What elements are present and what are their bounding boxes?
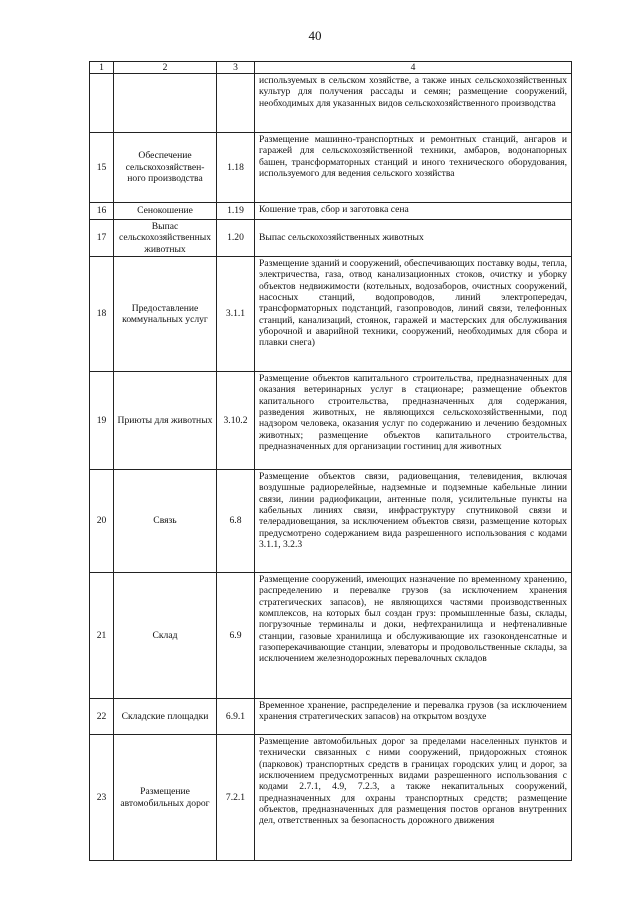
table-row <box>90 573 572 699</box>
row-code <box>217 74 255 133</box>
row-description: используемых в сельском хозяйстве, а также иных сельскохозяйственных культур для получения рассады и семян; размещение сооружений, необходимых для указанных видов сельскохозяйственного производства <box>255 74 572 133</box>
table-row <box>90 74 572 133</box>
table-row <box>90 133 572 203</box>
table-row <box>90 372 572 470</box>
row-number: 22 <box>90 699 114 735</box>
row-description: Кошение трав, сбор и заготовка сена <box>255 203 572 220</box>
header-col-4: 4 <box>255 62 572 74</box>
row-code: 3.10.2 <box>217 372 255 470</box>
row-description: Временное хранение, распределение и перевалка грузов (за исключением хранения стратегических запасов) на открытом воздухе <box>255 699 572 735</box>
row-description: Размещение автомобильных дорог за пределами населенных пунктов и технически связанных с ними сооружений, придорожных стоянок (парковок) транспортных средств в границах городских улиц и дорог, за исключением предусмотренных видами разрешенного использования с кодами 2.7.1, 4.9, 7.2.3, а также некапитальных сооружений, предназначенных для охраны транспортных средств; размещение объектов, предназначенных для размещения постов органов внутренних дел, ответственных за безопасность дорожного движения <box>255 735 572 861</box>
row-number: 16 <box>90 203 114 220</box>
row-number: 18 <box>90 257 114 372</box>
row-name: Выпас сельскохозяйственных животных <box>114 220 217 257</box>
row-code: 6.9.1 <box>217 699 255 735</box>
table-row <box>90 470 572 573</box>
row-name: Сенокошение <box>114 203 217 220</box>
row-code: 6.8 <box>217 470 255 573</box>
header-col-3: 3 <box>217 62 255 74</box>
row-name: Предоставление коммунальных услуг <box>114 257 217 372</box>
row-code: 1.19 <box>217 203 255 220</box>
row-code: 3.1.1 <box>217 257 255 372</box>
table-row <box>90 257 572 372</box>
table-row <box>90 699 572 735</box>
row-description: Размещение сооружений, имеющих назначение по временному хранению, распределению и перевалке грузов (за исключением хранения стратегических запасов), не являющихся частями производственных комплексов, на которых был создан груз: промышленные базы, склады, погрузочные терминалы и доки, нефтехранилища и нефтеналивные станции, газовые хранилища и обслуживающие их газоконденсатные и газоперекачивающие станции, элеваторы и продовольственные склады, за исключением железнодорожных перевалочных складов <box>255 573 572 699</box>
row-name: Связь <box>114 470 217 573</box>
row-number <box>90 74 114 133</box>
row-name: Склад <box>114 573 217 699</box>
row-number: 17 <box>90 220 114 257</box>
table-row <box>90 220 572 257</box>
row-name <box>114 74 217 133</box>
row-name: Приюты для животных <box>114 372 217 470</box>
row-description: Выпас сельскохозяйственных животных <box>255 220 572 257</box>
row-code: 6.9 <box>217 573 255 699</box>
row-code: 1.18 <box>217 133 255 203</box>
land-use-table <box>89 61 572 861</box>
row-number: 15 <box>90 133 114 203</box>
page-number: 40 <box>308 28 322 43</box>
table-row <box>90 203 572 220</box>
table-row <box>90 735 572 861</box>
row-number: 20 <box>90 470 114 573</box>
row-name: Размещение автомобильных дорог <box>114 735 217 861</box>
header-col-2: 2 <box>114 62 217 74</box>
row-description: Размещение объектов связи, радиовещания, телевидения, включая воздушные радиорелейные, надземные и подземные кабельные линии связи, линии радиофикации, антенные поля, усилительные пункты на кабельных линиях связи, инфраструктуру спутниковой связи и телерадиовещания, за исключением объектов связи, размещение которых предусмотрено содержанием вида разрешенного использования с кодами 3.1.1, 3.2.3 <box>255 470 572 573</box>
row-number: 21 <box>90 573 114 699</box>
row-description: Размещение машинно-транспортных и ремонтных станций, ангаров и гаражей для сельскохозяйственной техники, амбаров, водонапорных башен, трансформаторных станций и иного технического оборудования, используемого для ведения сельского хозяйства <box>255 133 572 203</box>
row-number: 23 <box>90 735 114 861</box>
row-code: 1.20 <box>217 220 255 257</box>
row-description: Размещение объектов капитального строительства, предназначенных для оказания ветеринарных услуг в стационаре; размещение объектов капитального строительства, предназначенных для содержания, разведения животных, не являющихся сельскохозяйственными, под надзором человека, оказания услуг по содержанию и лечению бездомных животных; размещение объектов капитального строительства, предназначенных для организации гостиниц для животных <box>255 372 572 470</box>
table-header-row <box>90 62 572 74</box>
row-description: Размещение зданий и сооружений, обеспечивающих поставку воды, тепла, электричества, газа, отвод канализационных стоков, очистку и уборку объектов недвижимости (котельных, водозаборов, очистных сооружений, насосных станций, водопроводов, линий электропередач, трансформаторных подстанций, газопроводов, линий связи, телефонных станций, канализаций, стоянок, гаражей и мастерских для обслуживания уборочной и аварийной техники, сооружений, необходимых для сбора и плавки снега) <box>255 257 572 372</box>
row-number: 19 <box>90 372 114 470</box>
header-col-1: 1 <box>90 62 114 74</box>
row-name: Складские площадки <box>114 699 217 735</box>
row-name: Обеспечение сельскохозяйствен-ного производства <box>114 133 217 203</box>
row-code: 7.2.1 <box>217 735 255 861</box>
